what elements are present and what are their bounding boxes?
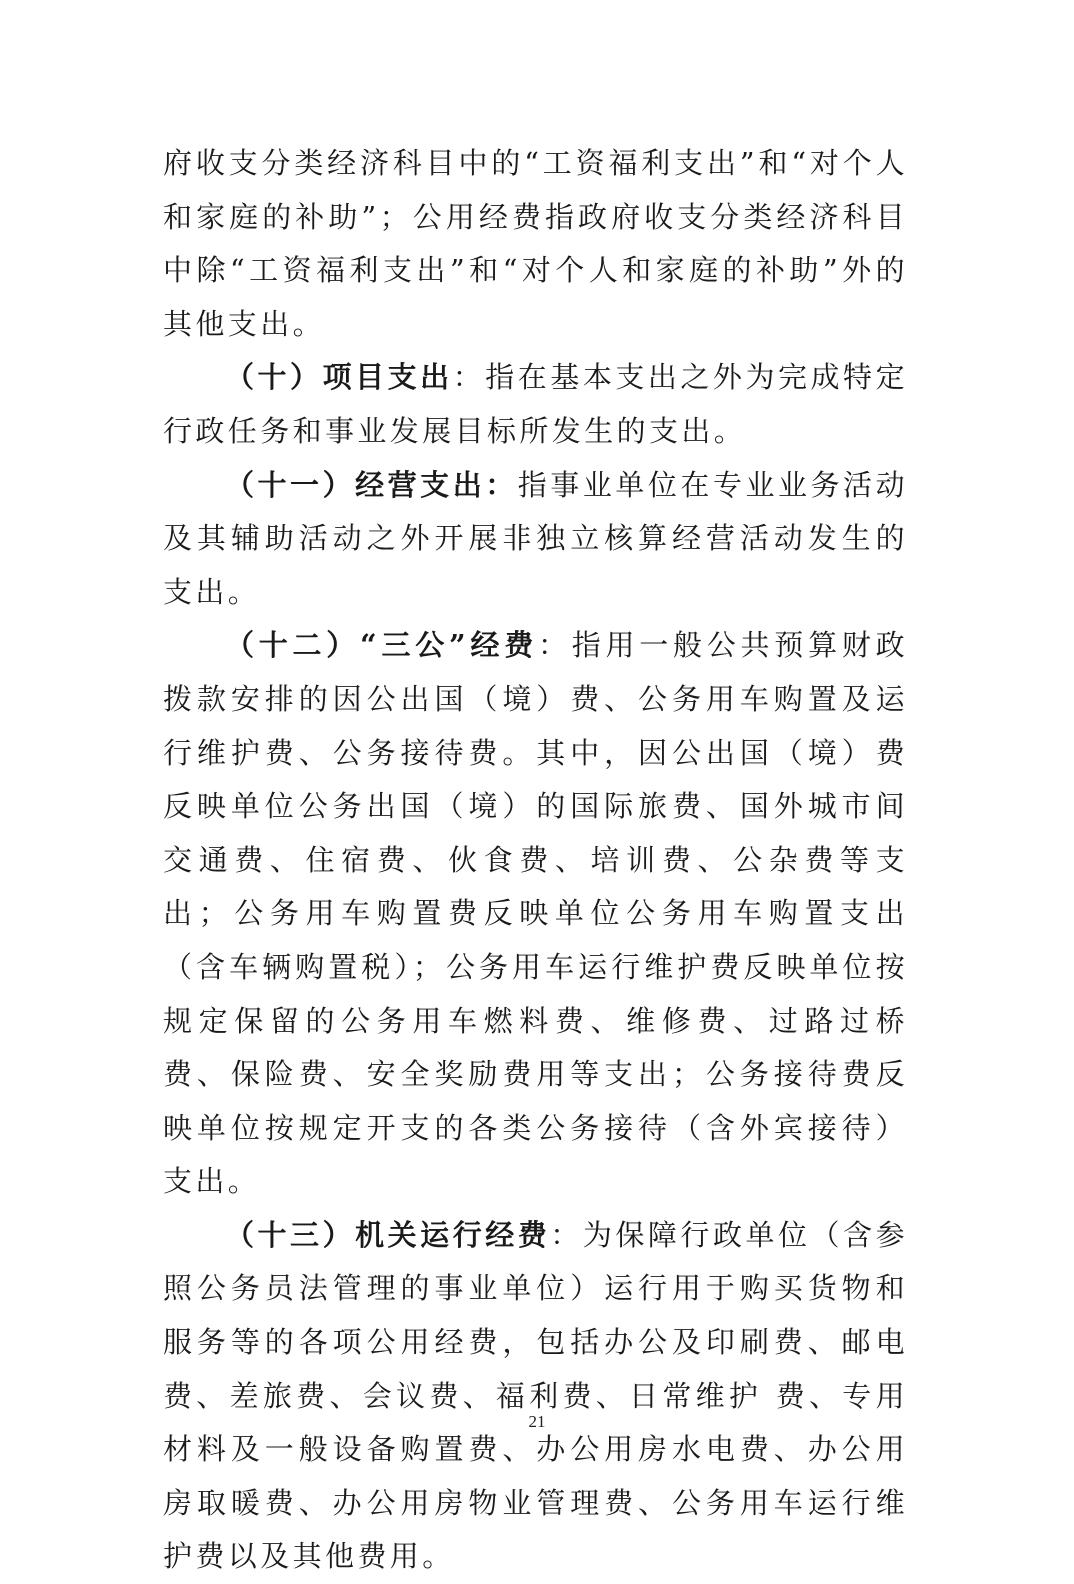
- paragraph-agency-operating-funds: [163, 1209, 908, 1584]
- paragraph-operating-expenditure: [163, 459, 908, 620]
- term-heading: （十二）“三公”经费: [225, 628, 538, 663]
- paragraph-project-expenditure: [163, 351, 908, 458]
- paragraph-text: ：为保障行政单位（含参照公务员法管理的事业单位）运行用于购买货物和服务等的各项公用经费，包括办公及印刷费、邮电费、差旅费、会议费、福利费、日常维护 费、专用材料及一般设备购置费、办公用房水电费、办公用房取暖费、办公用房物业管理费、公务用车运行维护费以及其他费用。: [163, 1217, 908, 1574]
- term-heading: （十）项目支出: [225, 360, 453, 395]
- term-heading: （十一）经营支出：: [225, 467, 518, 502]
- paragraph-text: 府收支分类经济科目中的“工资福利支出”和“对个人和家庭的补助”；公用经费指政府收支分类经济科目中除“工资福利支出”和“对个人和家庭的补助”外的其他支出。: [163, 146, 908, 341]
- term-heading: （十三）机关运行经费: [225, 1217, 551, 1252]
- paragraph-continuation: [163, 137, 908, 351]
- body-text: [163, 137, 908, 1584]
- paragraph-three-public-expenses: [163, 619, 908, 1209]
- page-number: 21: [528, 1412, 546, 1431]
- paragraph-text: 指事业单位在专业业务活动及其辅助活动之外开展非独立核算经营活动发生的支出。: [163, 467, 908, 609]
- paragraph-text: ：指在基本支出之外为完成特定行政任务和事业发展目标所发生的支出。: [163, 360, 908, 448]
- paragraph-text: ：指用一般公共预算财政拨款安排的因公出国（境）费、公务用车购置及运行维护费、公务接待费。其中，因公出国（境）费反映单位公务出国（境）的国际旅费、国外城市间交通费、住宿费、伙食费、培训费、公杂费等支出；公务用车购置费反映单位公务用车购置支出（含车辆购置税）；公务用车运行维护费反映单位按规定保留的公务用车燃料费、维修费、过路过桥费、保险费、安全奖励费用等支出；公务接待费反映单位按规定开支的各类公务接待（含外宾接待）支出。: [163, 628, 908, 1199]
